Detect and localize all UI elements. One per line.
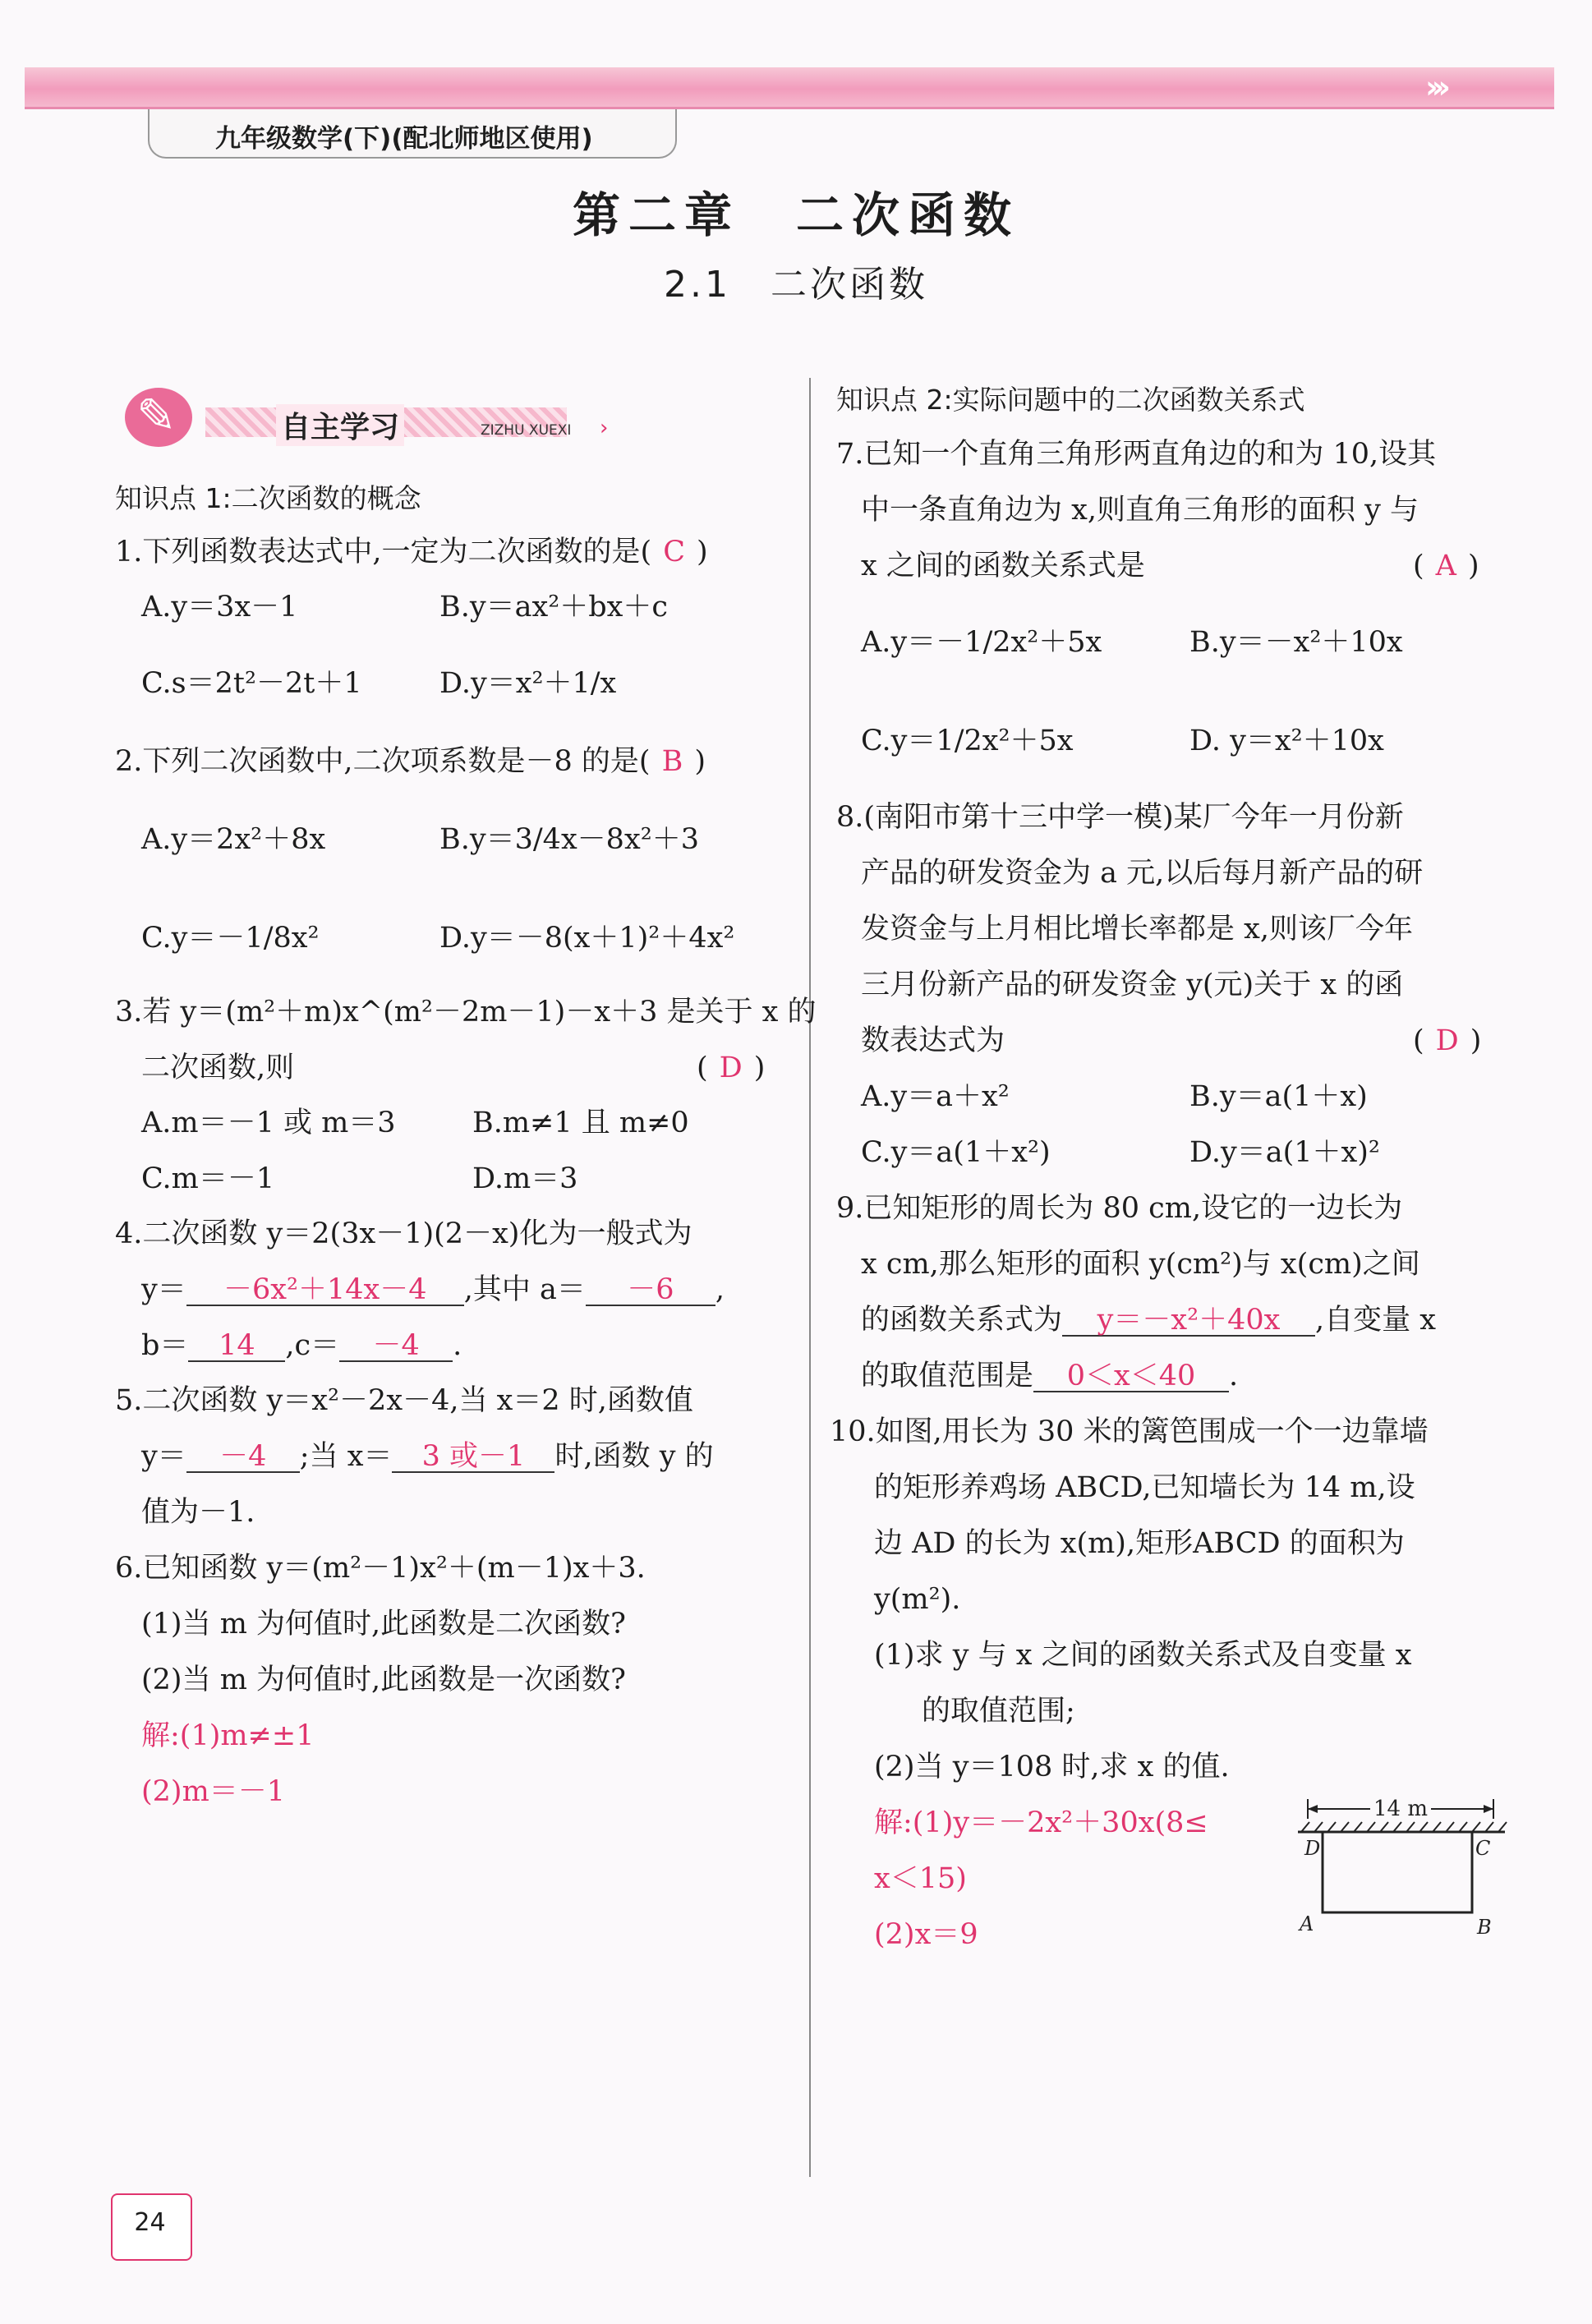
- dim-arrow-right-icon: [1484, 1805, 1493, 1813]
- q8-line-3: 发资金与上月相比增长率都是 x,则该厂今年: [861, 913, 1413, 946]
- q10-solution-1: 解:(1)y＝－2x²＋30x(8≤: [874, 1806, 1208, 1839]
- q7-line-1: 7.已知一个直角三角形两直角边的和为 10,设其: [836, 438, 1437, 471]
- q6-part-2: (2)当 m 为何值时,此函数是一次函数?: [141, 1664, 626, 1696]
- q5-blank-1: －4: [186, 1443, 300, 1473]
- q2-option-b: B.y＝3/4x－8x²＋3: [439, 823, 699, 856]
- q1-option-d: D.y＝x²＋1/x: [439, 667, 617, 700]
- q8-line-5: 数表达式为: [861, 1024, 1005, 1057]
- q10-solution-3: (2)x＝9: [874, 1918, 978, 1951]
- wall-hatching: [1301, 1822, 1507, 1832]
- fence-diagram: [1290, 1791, 1520, 1955]
- q7-answer: A: [1435, 550, 1456, 582]
- q4-line-3: b＝ 14 ,c＝ －4 .: [141, 1329, 462, 1362]
- q8-answer-bracket: ( D ): [1413, 1024, 1482, 1057]
- q10-solution-2: x＜15): [874, 1862, 967, 1895]
- q9-blank-2: 0＜x＜40: [1033, 1362, 1229, 1392]
- q4-blank-2: －6: [586, 1276, 715, 1306]
- q8-line-2: 产品的研发资金为 a 元,以后每月新产品的研: [861, 857, 1424, 890]
- q7-option-a: A.y＝－1/2x²＋5x: [861, 626, 1102, 659]
- q9-line-2: x cm,那么矩形的面积 y(cm²)与 x(cm)之间: [861, 1248, 1420, 1281]
- chapter-title: 第二章 二次函数: [572, 187, 1019, 243]
- pen-icon: ✎: [136, 388, 177, 444]
- q6-part-1: (1)当 m 为何值时,此函数是二次函数?: [141, 1608, 626, 1641]
- q6-solution-1: 解:(1)m≠±1: [141, 1719, 315, 1752]
- q10-line-4: y(m²).: [874, 1583, 961, 1616]
- q9-blank-1: y＝－x²＋40x: [1062, 1306, 1315, 1337]
- q8-option-a: A.y＝a＋x²: [861, 1080, 1010, 1113]
- dim-arrow-left-icon: [1308, 1805, 1318, 1813]
- badge-arrow-icon: ›: [600, 416, 609, 440]
- badge-sub: ZIZHU XUEXI: [481, 422, 572, 439]
- q1-stem: 1.下列函数表达式中,一定为二次函数的是( C ): [115, 536, 708, 568]
- q10-part-1a: (1)求 y 与 x 之间的函数关系式及自变量 x: [874, 1639, 1412, 1672]
- q7-line-2: 中一条直角边为 x,则直角三角形的面积 y 与: [861, 494, 1419, 527]
- q1-option-b: B.y＝ax²＋bx＋c: [439, 591, 669, 624]
- q5-stem: 5.二次函数 y＝x²－2x－4,当 x＝2 时,函数值: [115, 1384, 693, 1417]
- page-number: 24: [134, 2208, 166, 2237]
- q4-stem: 4.二次函数 y＝2(3x－1)(2－x)化为一般式为: [115, 1217, 692, 1250]
- q3-option-a: A.m＝－1 或 m＝3: [141, 1107, 396, 1139]
- self-study-badge: [115, 386, 649, 452]
- q3-answer-bracket: ( D ): [697, 1052, 766, 1084]
- q3-option-c: C.m＝－1: [141, 1162, 275, 1195]
- section-title: 2.1 二次函数: [664, 264, 928, 306]
- column-divider: [809, 378, 811, 2177]
- q2-option-c: C.y＝－1/8x²: [141, 922, 320, 955]
- q3-option-b: B.m≠1 且 m≠0: [472, 1107, 689, 1139]
- q7-option-b: B.y＝－x²＋10x: [1189, 626, 1403, 659]
- q9-line-1: 9.已知矩形的周长为 80 cm,设它的一边长为: [836, 1192, 1403, 1225]
- q7-answer-bracket: ( A ): [1413, 550, 1479, 582]
- badge-label: 自主学习: [276, 404, 404, 446]
- q8-option-c: C.y＝a(1＋x²): [861, 1136, 1051, 1169]
- header-arrows-icon: ›››: [1425, 69, 1444, 105]
- q8-answer: D: [1435, 1024, 1459, 1057]
- q1-option-c: C.s＝2t²－2t＋1: [141, 667, 362, 700]
- q4-blank-1: －6x²＋14x－4: [186, 1276, 464, 1306]
- q8-option-d: D.y＝a(1＋x)²: [1189, 1136, 1380, 1169]
- q4-line-2: y＝ －6x²＋14x－4 ,其中 a＝ －6 ,: [141, 1273, 725, 1306]
- q5-blank-2: 3 或－1: [392, 1443, 554, 1473]
- q8-option-b: B.y＝a(1＋x): [1189, 1080, 1368, 1113]
- header-band: [25, 67, 1554, 107]
- q3-stem-1: 3.若 y＝(m²＋m)x^(m²－2m－1)－x＋3 是关于 x 的: [115, 996, 817, 1029]
- q3-answer: D: [719, 1052, 743, 1084]
- q8-line-4: 三月份新产品的研发资金 y(元)关于 x 的函: [861, 969, 1404, 1001]
- q5-line-2: y＝ －4 ;当 x＝ 3 或－1 时,函数 y 的: [141, 1440, 714, 1473]
- label-a: A: [1300, 1912, 1314, 1935]
- q2-stem: 2.下列二次函数中,二次项系数是－8 的是( B ): [115, 745, 706, 778]
- q10-part-2: (2)当 y＝108 时,求 x 的值.: [874, 1751, 1230, 1783]
- wall-length-label: 14 m: [1373, 1797, 1429, 1821]
- fence-rectangle: [1323, 1832, 1472, 1912]
- q3-option-d: D.m＝3: [472, 1162, 578, 1195]
- q4-blank-4: －4: [339, 1332, 453, 1362]
- label-c: C: [1475, 1837, 1491, 1860]
- q6-stem: 6.已知函数 y＝(m²－1)x²＋(m－1)x＋3.: [115, 1552, 646, 1585]
- q7-option-d: D. y＝x²＋10x: [1189, 725, 1384, 757]
- series-title: 九年级数学(下)(配北师地区使用): [215, 124, 593, 154]
- q10-line-3: 边 AD 的长为 x(m),矩形ABCD 的面积为: [874, 1527, 1405, 1560]
- knowledge-point-1: 知识点 1:二次函数的概念: [115, 482, 421, 514]
- q10-line-2: 的矩形养鸡场 ABCD,已知墙长为 14 m,设: [874, 1471, 1415, 1504]
- q2-option-d: D.y＝－8(x＋1)²＋4x²: [439, 922, 735, 955]
- q2-option-a: A.y＝2x²＋8x: [141, 823, 326, 856]
- q1-option-a: A.y＝3x－1: [141, 591, 298, 624]
- q9-line-3: 的函数关系式为 y＝－x²＋40x ,自变量 x: [861, 1304, 1437, 1337]
- q7-option-c: C.y＝1/2x²＋5x: [861, 725, 1074, 757]
- q9-line-4: 的取值范围是 0＜x＜40 .: [861, 1360, 1239, 1392]
- q7-line-3: x 之间的函数关系式是: [861, 550, 1145, 582]
- label-b: B: [1477, 1916, 1492, 1939]
- q10-part-1b: 的取值范围;: [922, 1695, 1075, 1728]
- q10-line-1: 10.如图,用长为 30 米的篱笆围成一个一边靠墙: [830, 1415, 1429, 1448]
- q3-stem-2: 二次函数,则: [141, 1052, 295, 1084]
- label-d: D: [1304, 1837, 1321, 1860]
- q1-answer: C: [663, 536, 685, 568]
- q2-answer: B: [661, 745, 683, 778]
- q4-blank-3: 14: [188, 1332, 285, 1362]
- q6-solution-2: (2)m＝－1: [141, 1775, 286, 1808]
- q5-line-3: 值为－1.: [141, 1496, 255, 1529]
- knowledge-point-2: 知识点 2:实际问题中的二次函数关系式: [836, 384, 1305, 416]
- q8-line-1: 8.(南阳市第十三中学一模)某厂今年一月份新: [836, 801, 1404, 834]
